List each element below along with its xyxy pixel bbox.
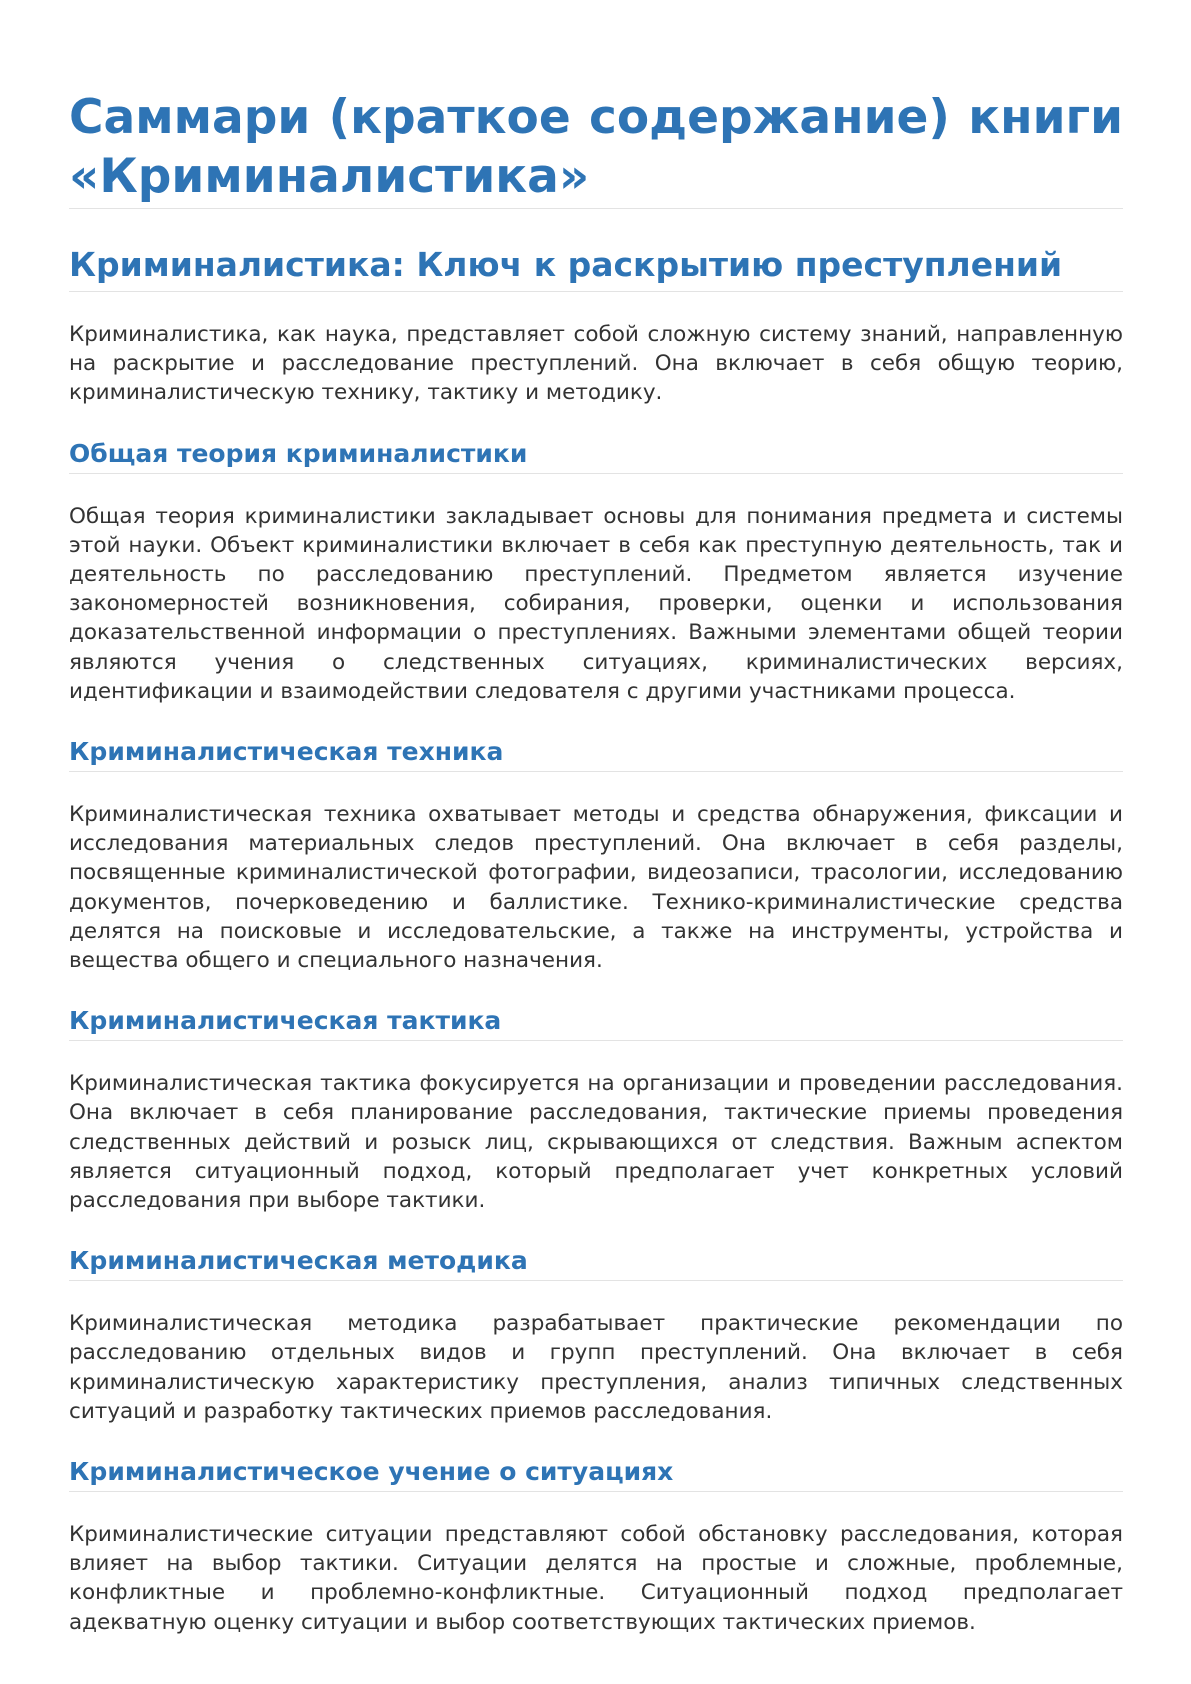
- section-heading-tactics: Криминалистическая тактика: [69, 1005, 1123, 1041]
- document-page: [69, 88, 1123, 1637]
- section-text-methodology: Криминалистическая методика разрабатывает практические рекомендации по расследованию отдельных видов и групп преступлений. Она включает в себя криминалистическую характеристику преступления, анализ типичных следственных ситуаций и разработку тактических приемов расследования.: [69, 1311, 1123, 1424]
- section-heading-methodology: Криминалистическая методика: [69, 1245, 1123, 1281]
- section-heading-technique: Криминалистическая техника: [69, 736, 1123, 772]
- section-heading-general-theory: Общая теория криминалистики: [69, 438, 1123, 474]
- document-subtitle: Криминалистика: Ключ к раскрытию преступлений: [69, 243, 1123, 292]
- section-text-tactics: Криминалистическая тактика фокусируется на организации и проведении расследования. Она включает в себя планирование расследования, тактические приемы проведения следственных действий и розыск лиц, скрывающихся от следствия. Важным аспектом является ситуационный подход, который предполагает учет конкретных условий расследования при выборе тактики.: [69, 1071, 1123, 1214]
- section-text-situations: Криминалистические ситуации представляют собой обстановку расследования, которая влияет на выбор тактики. Ситуации делятся на простые и сложные, проблемные, конфликтные и проблемно-конфликтные. Ситуационный подход предполагает адекватную оценку ситуации и выбор соответствующих тактических приемов.: [69, 1522, 1123, 1635]
- section-text-technique: Криминалистическая техника охватывает методы и средства обнаружения, фиксации и исследования материальных следов преступлений. Она включает в себя разделы, посвященные криминалистической фотографии, видеозаписи, трасологии, исследованию документов, почерковедению и баллистике. Технико-криминалистические средства делятся на поисковые и исследовательские, а также на инструменты, устройства и вещества общего и специального назначения.: [69, 802, 1123, 974]
- section-text-general-theory: Общая теория криминалистики закладывает основы для понимания предмета и системы этой науки. Объект криминалистики включает в себя как преступную деятельность, так и деятельность по расследованию преступлений. Предметом является изучение закономерностей возникновения, собирания, проверки, оценки и использования доказательственной информации о преступлениях. Важными элементами общей теории являются учения о следственных ситуациях, криминалистических версиях, идентификации и взаимодействии следователя с другими участниками процесса.: [69, 503, 1123, 704]
- section-heading-situations: Криминалистическое учение о ситуациях: [69, 1456, 1123, 1492]
- intro-paragraph: Криминалистика, как наука, представляет собой сложную систему знаний, направленную на раскрытие и расследование преступлений. Она включает в себя общую теорию, криминалистическую технику, тактику и методику.: [69, 322, 1123, 406]
- document-title: Саммари (краткое содержание) книги «Криминалистика»: [69, 88, 1123, 209]
